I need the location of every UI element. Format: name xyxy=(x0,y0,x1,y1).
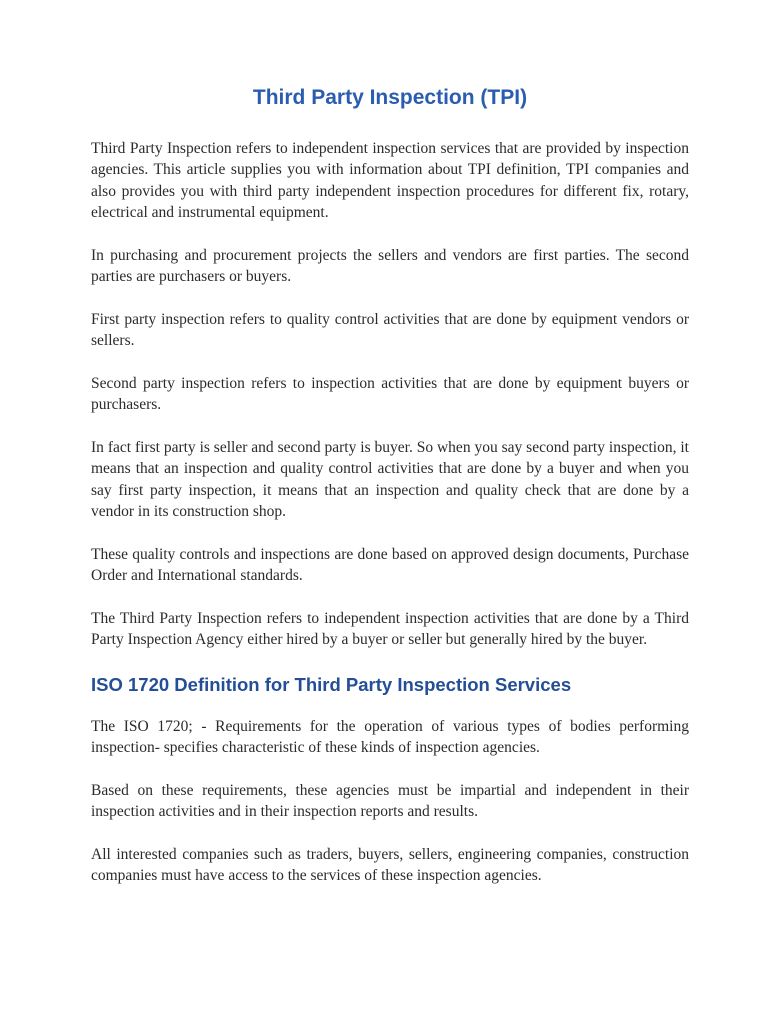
document-body xyxy=(91,84,689,908)
paragraph-parties: In purchasing and procurement projects the sellers and vendors are first parties. The second parties are purchasers or buyers. xyxy=(91,246,689,285)
paragraph-tpi-intro: Third Party Inspection refers to independent inspection services that are provided by inspection agencies. This article supplies you with information about TPI definition, TPI companies and also provides you with third party independent inspection procedures for different fix, rotary, electrical and instrumental equipment. xyxy=(91,140,689,221)
paragraph-first-party: First party inspection refers to quality control activities that are done by equipment vendors or sellers. xyxy=(91,310,689,350)
paragraph-iso-requirements: The ISO 1720; - Requirements for the operation of various types of bodies performing inspection- specifies characteristic of these kinds of inspection agencies. xyxy=(91,717,689,757)
paragraph-second-party: Second party inspection refers to inspection activities that are done by equipment buyers or purchasers. xyxy=(91,374,689,414)
document-title: Third Party Inspection (TPI) xyxy=(252,86,528,109)
paragraph-impartial: Based on these requirements, these agencies must be impartial and independent in their inspection activities and in their inspection reports and results. xyxy=(91,781,689,821)
paragraph-standards: These quality controls and inspections are done based on approved design documents, Purchase Order and International standards. xyxy=(91,545,689,584)
paragraph-tpi-agency: The Third Party Inspection refers to independent inspection activities that are done by a Third Party Inspection Agency either hired by a buyer or seller but generally hired by the buyer. xyxy=(91,609,689,649)
paragraph-access: All interested companies such as traders, buyers, sellers, engineering companies, construction companies must have access to the services of these inspection agencies. xyxy=(91,846,689,885)
section-heading-iso: ISO 1720 Definition for Third Party Inspection Services xyxy=(91,673,572,695)
paragraph-seller-buyer: In fact first party is seller and second party is buyer. So when you say second party inspection, it means that an inspection and quality control activities that are done by a buyer and when you say first party inspection, it means that an inspection and quality check that are done by a vendor in its construction shop. xyxy=(91,438,689,520)
